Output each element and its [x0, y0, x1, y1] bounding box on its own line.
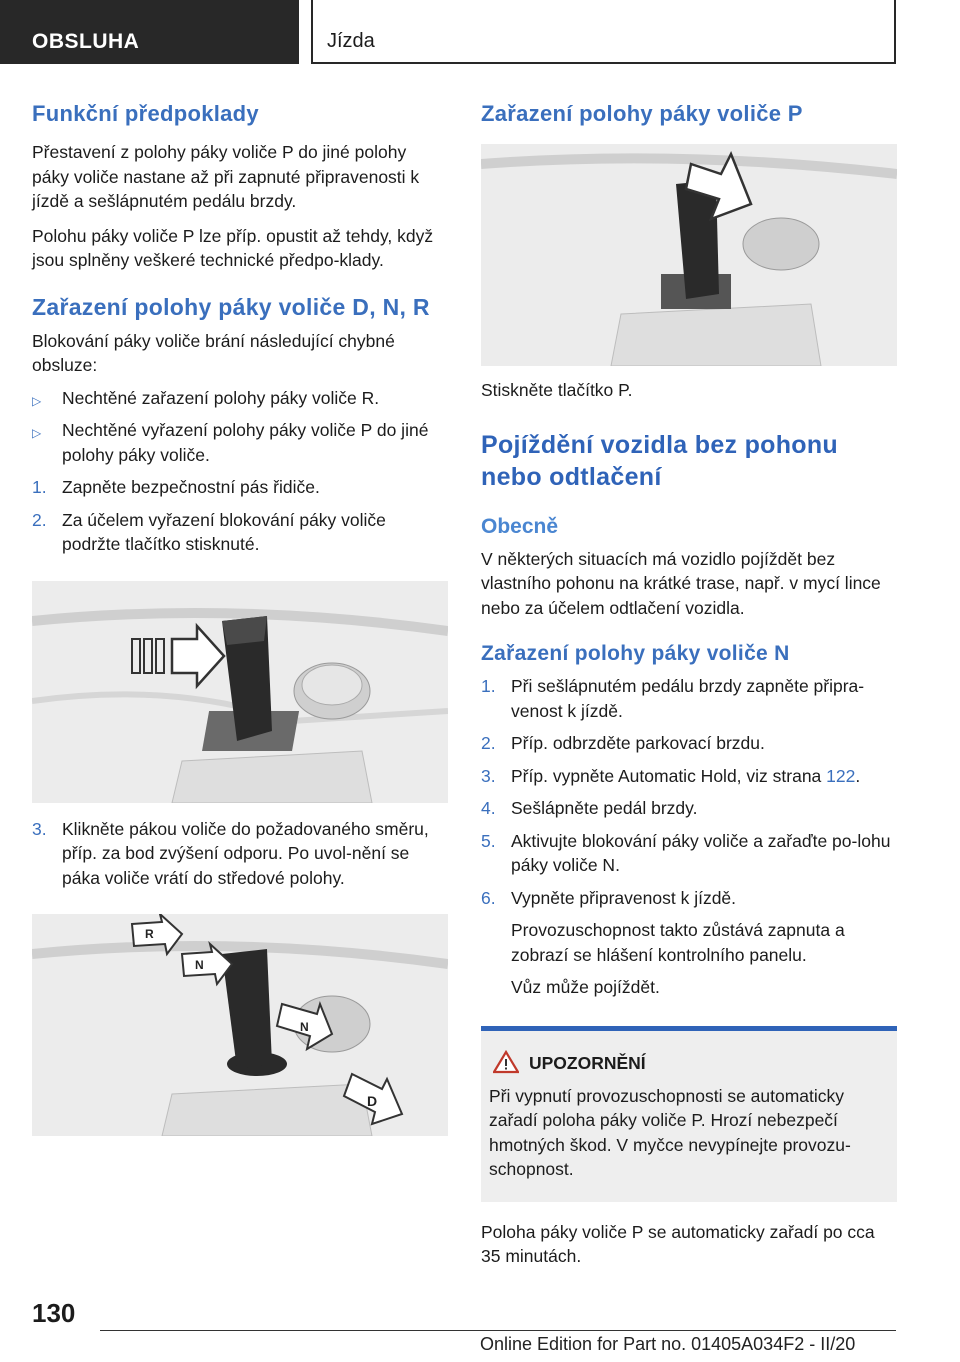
step-text: Příp. odbrzděte parkovací brzdu.	[511, 733, 765, 753]
step-item	[32, 475, 448, 500]
warning-triangle-icon	[493, 1050, 519, 1079]
heading-pojizdeni: Pojíždění vozidla bez pohonu nebo odtlačení	[481, 430, 839, 491]
step-text: Za účelem vyřazení blokování páky voliče podržte tlačítko stisknuté.	[62, 509, 386, 554]
paragraph-blokovani: Blokování páky voliče brání následující chybné obsluze:	[32, 330, 395, 375]
step-number: 2.	[32, 509, 47, 530]
chapter-header	[311, 0, 896, 64]
step-item	[481, 829, 897, 878]
step-number: 3.	[32, 818, 47, 839]
list-item-text: Nechtěné zařazení polohy páky voliče R.	[62, 387, 380, 408]
direction-label-d: D	[367, 1093, 378, 1109]
triangle-bullet-icon: ▷	[32, 393, 42, 408]
gear-selector-unlock-image	[32, 581, 448, 803]
paragraph-press-p: Stiskněte tlačítko P.	[481, 380, 633, 400]
step-text: Klikněte pákou voliče do požadovaného směru, příp. za bod zvýšení odporu. Po uvol-nění se páka voliče vrátí do středové polohy.	[62, 818, 429, 888]
paragraph-obecne: V některých situacích má vozidlo pojíždět bez vlastního pohonu na krátké trase, např. v mycí lince nebo za účelem odtlačení vozidla.	[481, 548, 881, 618]
heading-dnr: Zařazení polohy páky voliče D, N, R	[32, 293, 430, 320]
step-text: Při sešlápnutém pedálu brzdy zapněte připra-venost k jízdě.	[511, 676, 865, 721]
gear-lever-icon	[32, 581, 448, 803]
step-item	[481, 796, 897, 821]
step-number: 5.	[481, 830, 496, 851]
list-item	[32, 418, 448, 467]
footer-divider	[100, 1330, 896, 1331]
p-button-image	[481, 144, 897, 366]
step-text: Příp. vypněte Automatic Hold, viz strana	[511, 765, 827, 786]
warning-header	[489, 1053, 885, 1074]
gear-selector-direction-image	[32, 914, 448, 1136]
direction-label-r: R	[145, 927, 154, 941]
step-subtext: Provozuschopnost takto zůstává zapnuta a zobrazí se hlášení kontrolního panelu.	[511, 920, 845, 965]
step-text: Vypněte připravenost k jízdě.	[511, 887, 737, 908]
list-item	[32, 386, 448, 411]
step-item	[481, 731, 897, 756]
warning-box	[481, 1026, 897, 1202]
step-item	[481, 886, 897, 911]
step-item	[481, 764, 897, 789]
step-number: 4.	[481, 798, 496, 818]
direction-label-n-top: N	[195, 958, 204, 972]
step-number: 6.	[481, 887, 496, 908]
step-item	[481, 674, 897, 723]
step-text: Zapněte bezpečnostní pás řidiče.	[62, 477, 320, 497]
page-reference-link[interactable]: 122	[826, 765, 856, 786]
step-text-end: .	[855, 765, 861, 786]
p-button-icon	[481, 144, 897, 366]
warning-title: UPOZORNĚNÍ	[529, 1052, 646, 1073]
direction-label-n-bottom: N	[300, 1020, 309, 1034]
step-number: 1.	[32, 477, 47, 497]
step-text: Sešlápněte pedál brzdy.	[511, 798, 698, 818]
heading-n: Zařazení polohy páky voliče N	[481, 642, 790, 665]
list-item-text: Nechtěné vyřazení polohy páky voliče P do jiné polohy páky voliče.	[62, 420, 429, 465]
heading-funkcni: Funkční předpoklady	[32, 101, 259, 126]
section-title: OBSLUHA	[32, 30, 140, 53]
step-item	[32, 508, 448, 557]
step-number: 3.	[481, 765, 496, 786]
step-number: 2.	[481, 733, 496, 753]
heading-p: Zařazení polohy páky voliče P	[481, 101, 803, 126]
heading-obecne: Obecně	[481, 514, 559, 538]
paragraph-prestaveni: Přestavení z polohy páky voliče P do jiné polohy páky voliče nastane až při zapnuté připravenosti k jízdě a sešlápnutém pedálu brzdy.	[32, 142, 420, 211]
chapter-title: Jízda	[327, 30, 375, 52]
warning-text: Při vypnutí provozuschopnosti se automaticky zařadí poloha páky voliče P. Hrozí nebezpečí hmotných škod. V myčce nevypínejte provozu-schopnost.	[489, 1085, 851, 1179]
gear-direction-icon	[32, 914, 448, 1136]
step-subtext: Vůz může pojíždět.	[511, 977, 660, 997]
edition-note: Online Edition for Part no. 01405A034F2 - II/20	[480, 1334, 856, 1354]
step-item	[32, 817, 448, 891]
triangle-bullet-icon: ▷	[32, 426, 42, 440]
right-column	[481, 100, 897, 1269]
page-number: 130	[32, 1298, 76, 1328]
step-number: 1.	[481, 676, 496, 696]
step-text: Aktivujte blokování páky voliče a zařaďte po-lohu páky voliče N.	[511, 830, 891, 875]
paragraph-polohu: Polohu páky voliče P lze příp. opustit až tehdy, když jsou splněny veškeré technické předpo-klady.	[32, 225, 434, 270]
section-tab	[0, 0, 299, 64]
left-column	[32, 100, 448, 1136]
paragraph-final: Poloha páky voliče P se automaticky zařadí po cca 35 minutách.	[481, 1221, 875, 1266]
